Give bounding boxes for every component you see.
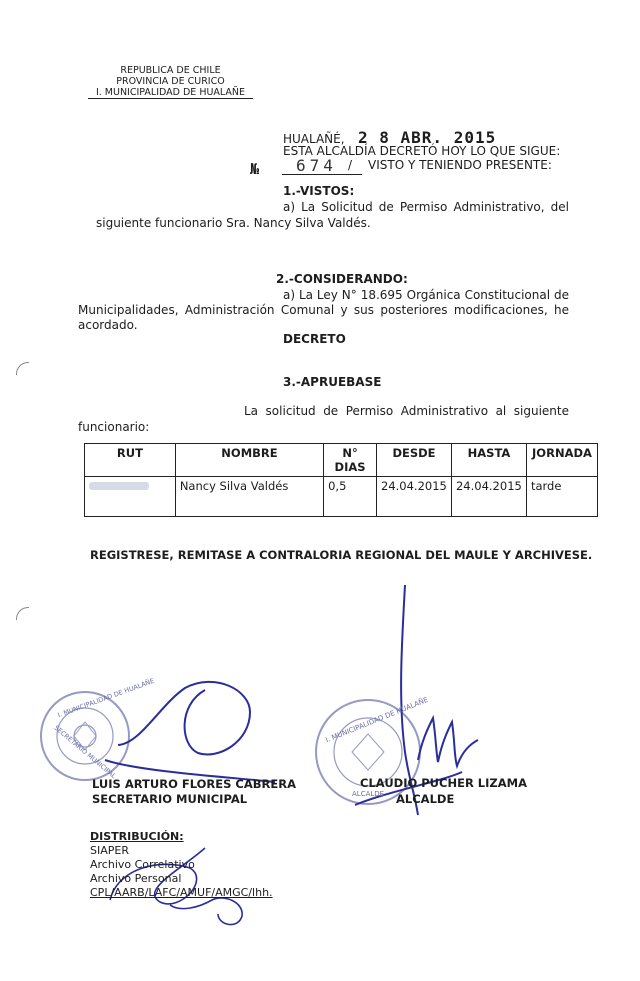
vistos-text-b: siguiente funcionario Sra. Nancy Silva Valdés. bbox=[96, 216, 371, 230]
list-item: SIAPER bbox=[90, 844, 129, 857]
letterhead-republic: REPUBLICA DE CHILE bbox=[120, 65, 221, 76]
col-dias: N° DIAS bbox=[324, 444, 377, 477]
right-seal-text-bottom: ALCALDE bbox=[352, 790, 385, 798]
apruebase-text-b: funcionario: bbox=[78, 420, 150, 434]
col-hasta: HASTA bbox=[451, 444, 526, 477]
considerando-text-c: acordado. bbox=[78, 318, 138, 332]
cell-dias: 0,5 bbox=[324, 477, 377, 517]
letterhead-municipality: I. MUNICIPALIDAD DE HUALAÑE bbox=[88, 87, 253, 99]
secretary-name: LUIS ARTURO FLORES CABRERA bbox=[92, 777, 296, 791]
table-header-row bbox=[85, 444, 598, 477]
considerando-heading: 2.-CONSIDERANDO: bbox=[276, 272, 408, 286]
slash-mark: / bbox=[348, 158, 353, 172]
apruebase-heading: 3.-APRUEBASE bbox=[283, 375, 382, 389]
distribution-block bbox=[90, 830, 273, 900]
col-desde: DESDE bbox=[377, 444, 452, 477]
decree-intro: ESTA ALCALDÍA DECRETÓ HOY LO QUE SIGUE: bbox=[283, 144, 561, 158]
col-jornada: JORNADA bbox=[526, 444, 597, 477]
apruebase-text-a: La solicitud de Permiso Administrativo al siguiente bbox=[244, 404, 569, 418]
list-item: CPL/AARB/LAFC/AMUF/AMGC/lhh. bbox=[90, 886, 273, 899]
considerando-text-a: a) La Ley N° 18.695 Orgánica Constitucional de bbox=[283, 288, 569, 302]
mayor-title: ALCALDE bbox=[396, 792, 455, 806]
decree-date-stamp: 2 8 ABR. 2015 bbox=[358, 128, 497, 147]
list-item: Archivo Personal bbox=[90, 872, 182, 885]
decreto-heading: DECRETO bbox=[283, 332, 346, 346]
redacted-blur bbox=[89, 482, 149, 490]
registrese-line: REGISTRESE, REMITASE A CONTRALORIA REGIONAL DEL MAULE Y ARCHIVESE. bbox=[90, 548, 593, 562]
binding-mark-top bbox=[16, 362, 29, 375]
cell-jornada: tarde bbox=[526, 477, 597, 517]
distribution-heading: DISTRIBUCIÓN: bbox=[90, 830, 184, 843]
right-seal-text-top: I. MUNICIPALIDAD DE HUALAÑE bbox=[324, 695, 430, 745]
cell-hasta: 24.04.2015 bbox=[451, 477, 526, 517]
vistos-text-a: a) La Solicitud de Permiso Administrativo, del bbox=[283, 200, 569, 214]
decree-number-box bbox=[282, 156, 362, 175]
cell-desde: 24.04.2015 bbox=[377, 477, 452, 517]
left-signature bbox=[105, 682, 275, 782]
decree-place: HUALAÑÉ, bbox=[283, 132, 345, 146]
cell-rut-redacted bbox=[85, 477, 176, 517]
letterhead bbox=[88, 65, 253, 99]
cell-nombre: Nancy Silva Valdés bbox=[175, 477, 323, 517]
decree-visto: VISTO Y TENIENDO PRESENTE: bbox=[368, 158, 552, 172]
list-item: Archivo Correlativo bbox=[90, 858, 195, 871]
permission-table bbox=[84, 443, 598, 517]
col-nombre: NOMBRE bbox=[175, 444, 323, 477]
letterhead-province: PROVINCIA DE CURICO bbox=[116, 76, 225, 87]
table-row bbox=[85, 477, 598, 517]
secretary-title: SECRETARIO MUNICIPAL bbox=[92, 792, 248, 806]
left-seal-text-top: I. MUNICIPALIDAD DE HUALAÑE bbox=[56, 676, 156, 720]
decree-number-prefix: № bbox=[250, 160, 261, 178]
mayor-name: CLAUDIO PUCHER LIZAMA bbox=[360, 776, 527, 790]
decree-number: 674 bbox=[296, 156, 337, 175]
left-seal-text-bottom: SECRETARIO MUNICIPAL bbox=[52, 723, 118, 781]
considerando-text-b: Municipalidades, Administración Comunal y sus posteriores modificaciones, he bbox=[78, 303, 569, 317]
vistos-heading: 1.-VISTOS: bbox=[283, 184, 355, 198]
col-rut: RUT bbox=[85, 444, 176, 477]
